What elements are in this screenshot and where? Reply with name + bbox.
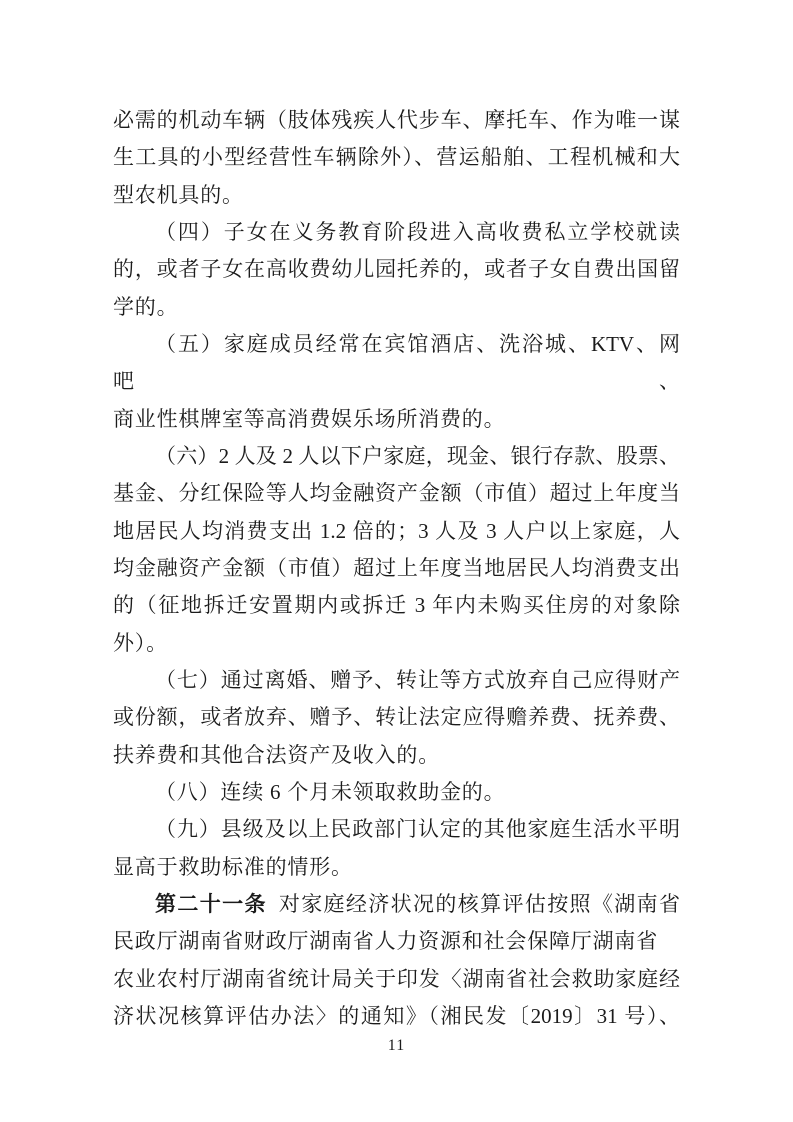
text-line: （四）子女在义务教育阶段进入高收费私立学校就读 xyxy=(155,219,680,244)
text-line: 生工具的小型经营性车辆除外）、营运船舶、工程机械和大 xyxy=(113,145,680,170)
text-line: 均金融资产金额（市值）超过上年度当地居民人均消费支出 xyxy=(113,555,680,580)
paragraph-item-8 xyxy=(113,774,680,811)
paragraph-item-6 xyxy=(113,438,680,662)
article-number: 第二十一条 xyxy=(155,891,267,916)
page-number: 11 xyxy=(387,1037,406,1054)
paragraph-item-7 xyxy=(113,662,680,774)
paragraph-continuation-item-3 xyxy=(113,102,680,214)
text-run: 对家庭经济状况的核算评估按照《湖南省 xyxy=(278,891,681,916)
text-line: 学的。 xyxy=(113,294,179,319)
text-line: （六）2 人及 2 人以下户家庭，现金、银行存款、股票、 xyxy=(155,443,680,468)
paragraph-item-5 xyxy=(113,326,680,438)
text-line: （九）县级及以上民政部门认定的其他家庭生活水平明 xyxy=(155,817,680,842)
text-line: 农业农村厅湖南省统计局关于印发〈湖南省社会救助家庭经 xyxy=(113,966,680,991)
paragraph-article-21 xyxy=(113,886,680,1035)
text-line: （七）通过离婚、赠予、转让等方式放弃自己应得财产 xyxy=(155,667,680,692)
text-line: 民政厅湖南省财政厅湖南省人力资源和社会保障厅湖南省 xyxy=(113,929,658,954)
text-line: 型农机具的。 xyxy=(113,182,244,207)
text-line: 基金、分红保险等人均金融资产金额（市值）超过上年度当 xyxy=(113,481,680,506)
text-line: 的，或者子女在高收费幼儿园托养的，或者子女自费出国留 xyxy=(113,257,680,282)
paragraph-item-4 xyxy=(113,214,680,326)
paragraph-item-9 xyxy=(113,811,680,886)
text-line: 商业性棋牌室等高消费娱乐场所消费的。 xyxy=(113,406,506,431)
text-line: 地居民人均消费支出 1.2 倍的；3 人及 3 人户以上家庭，人 xyxy=(113,518,680,543)
text-line: 扶养费和其他合法资产及收入的。 xyxy=(113,742,440,767)
text-line: （五）家庭成员经常在宾馆酒店、洗浴城、KTV、网吧、 xyxy=(113,331,680,394)
text-line xyxy=(113,886,680,923)
document-body xyxy=(113,102,680,1035)
text-line: 显高于救助标准的情形。 xyxy=(113,854,353,879)
text-line: 或份额，或者放弃、赠予、转让法定应得赡养费、抚养费、 xyxy=(113,705,680,730)
text-line: 济状况核算评估办法〉的通知》（湘民发〔2019〕31 号）、 xyxy=(113,1003,680,1028)
text-line: 必需的机动车辆（肢体残疾人代步车、摩托车、作为唯一谋 xyxy=(113,108,680,132)
text-line: 外）。 xyxy=(113,630,168,655)
text-line: （八）连续 6 个月未领取救助金的。 xyxy=(155,779,506,804)
text-line: 的（征地拆迁安置期内或拆迁 3 年内未购买住房的对象除 xyxy=(113,593,680,618)
